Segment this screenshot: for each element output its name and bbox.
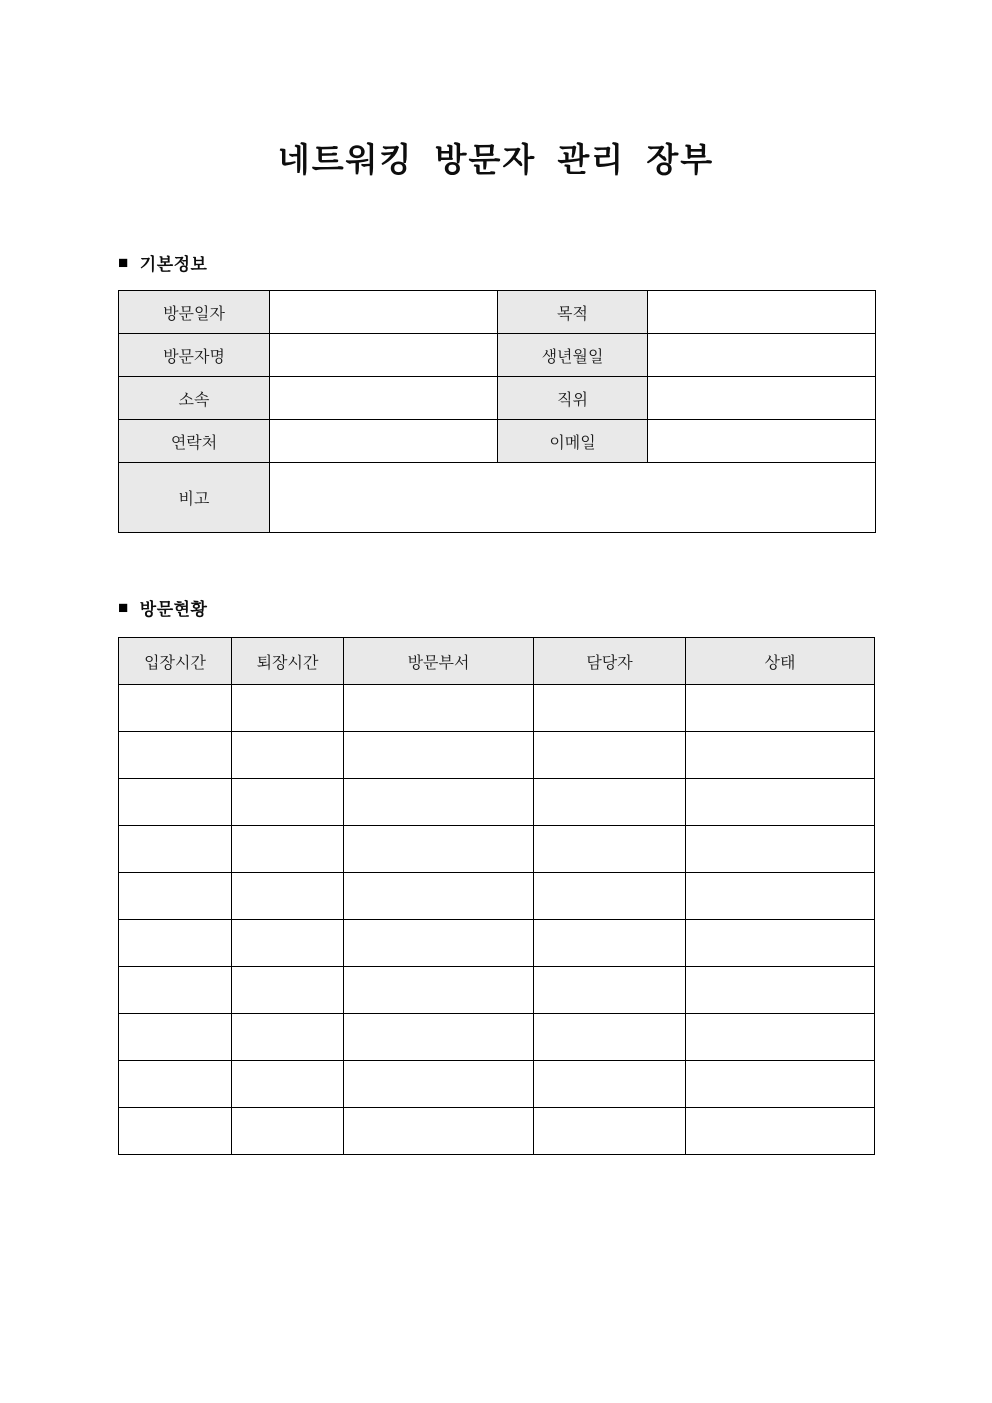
field-label: 생년월일	[498, 334, 648, 377]
visit-table-cell-empty	[232, 826, 344, 873]
visit-table-cell-empty	[686, 920, 875, 967]
visit-table-row	[119, 1014, 875, 1061]
column-header: 방문부서	[344, 638, 534, 685]
section-header-basic-info	[118, 250, 207, 275]
field-value	[270, 291, 498, 334]
visit-table-cell-empty	[119, 732, 232, 779]
visit-table-cell-empty	[119, 967, 232, 1014]
visit-table-cell-empty	[344, 826, 534, 873]
visit-table-cell-empty	[686, 732, 875, 779]
visit-table-cell-empty	[344, 1014, 534, 1061]
visit-table-cell-empty	[534, 685, 686, 732]
field-value	[648, 420, 876, 463]
basic-info-row	[119, 291, 876, 334]
visit-table-row	[119, 873, 875, 920]
visit-table-cell-empty	[686, 685, 875, 732]
basic-info-row	[119, 334, 876, 377]
visit-table-row	[119, 826, 875, 873]
visit-table-cell-empty	[686, 826, 875, 873]
field-value	[648, 291, 876, 334]
visit-table-cell-empty	[686, 1061, 875, 1108]
visit-table-cell-empty	[119, 1061, 232, 1108]
visit-table-cell-empty	[686, 967, 875, 1014]
field-label: 비고	[119, 463, 270, 533]
visit-table-cell-empty	[534, 920, 686, 967]
visit-table-cell-empty	[119, 1108, 232, 1155]
basic-info-row	[119, 377, 876, 420]
field-label: 소속	[119, 377, 270, 420]
visit-table-cell-empty	[344, 873, 534, 920]
visit-table-cell-empty	[232, 732, 344, 779]
visit-table-cell-empty	[119, 779, 232, 826]
visit-table-row	[119, 1061, 875, 1108]
visit-table-cell-empty	[232, 1014, 344, 1061]
basic-info-table	[118, 290, 876, 533]
visit-table-row	[119, 732, 875, 779]
field-label: 이메일	[498, 420, 648, 463]
visit-table-header-row	[119, 638, 875, 685]
visit-status-table	[118, 637, 875, 1155]
field-label: 연락처	[119, 420, 270, 463]
visit-table-cell-empty	[119, 920, 232, 967]
visit-table-cell-empty	[232, 967, 344, 1014]
visit-table-row	[119, 920, 875, 967]
visit-table-cell-empty	[232, 685, 344, 732]
visit-table-cell-empty	[534, 873, 686, 920]
section-header-visit-status	[118, 595, 207, 620]
visit-table-cell-empty	[119, 685, 232, 732]
field-label: 목적	[498, 291, 648, 334]
visit-table-cell-empty	[232, 1108, 344, 1155]
visit-table-cell-empty	[344, 685, 534, 732]
visit-table-cell-empty	[534, 779, 686, 826]
visit-table-cell-empty	[344, 1061, 534, 1108]
visit-table-cell-empty	[119, 873, 232, 920]
visit-table-cell-empty	[534, 1014, 686, 1061]
visit-table-row	[119, 967, 875, 1014]
visit-table-cell-empty	[344, 779, 534, 826]
field-value	[648, 377, 876, 420]
visit-table-cell-empty	[686, 1108, 875, 1155]
field-label: 직위	[498, 377, 648, 420]
page-title: 네트워킹 방문자 관리 장부	[277, 141, 715, 178]
visit-table-row	[119, 685, 875, 732]
basic-info-row	[119, 420, 876, 463]
section-title: 방문현황	[139, 600, 208, 619]
visit-table-cell-empty	[686, 1014, 875, 1061]
field-value	[270, 463, 876, 533]
visit-table-cell-empty	[344, 967, 534, 1014]
visit-table-cell-empty	[232, 920, 344, 967]
visit-table-row	[119, 779, 875, 826]
visit-table-cell-empty	[534, 826, 686, 873]
visit-table-cell-empty	[534, 1108, 686, 1155]
section-title: 기본정보	[139, 255, 208, 274]
column-header: 담당자	[534, 638, 686, 685]
field-label: 방문자명	[119, 334, 270, 377]
visit-table-cell-empty	[534, 732, 686, 779]
visit-table-cell-empty	[686, 779, 875, 826]
visit-table-cell-empty	[232, 873, 344, 920]
visit-table-cell-empty	[344, 920, 534, 967]
section-square-icon: ■	[118, 598, 129, 617]
field-value	[648, 334, 876, 377]
visit-table-cell-empty	[534, 1061, 686, 1108]
column-header: 상태	[686, 638, 875, 685]
visit-table-cell-empty	[686, 873, 875, 920]
visit-table-cell-empty	[534, 967, 686, 1014]
column-header: 입장시간	[119, 638, 232, 685]
visit-table-row	[119, 1108, 875, 1155]
field-value	[270, 420, 498, 463]
section-square-icon: ■	[118, 253, 129, 272]
field-value	[270, 377, 498, 420]
visit-table-body	[119, 685, 875, 1155]
field-label: 방문일자	[119, 291, 270, 334]
basic-info-remarks-row	[119, 463, 876, 533]
column-header: 퇴장시간	[232, 638, 344, 685]
visit-table-cell-empty	[232, 779, 344, 826]
visit-table-cell-empty	[344, 1108, 534, 1155]
visit-table-cell-empty	[119, 1014, 232, 1061]
visit-table-cell-empty	[232, 1061, 344, 1108]
visit-table-cell-empty	[119, 826, 232, 873]
visit-table-cell-empty	[344, 732, 534, 779]
field-value	[270, 334, 498, 377]
